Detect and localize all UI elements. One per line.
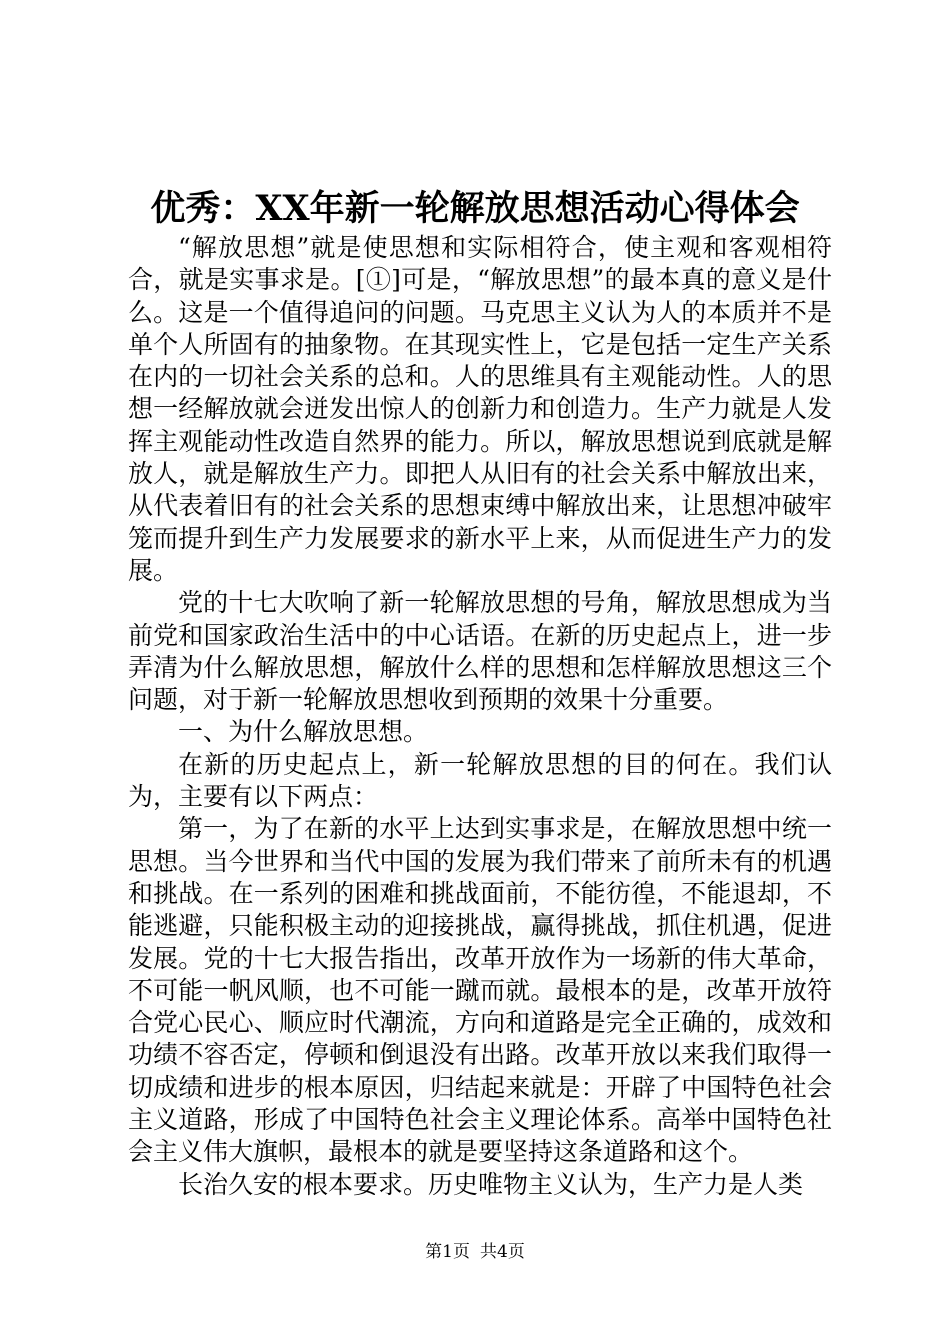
paragraph: 党的十七大吹响了新一轮解放思想的号角，解放思想成为当前党和国家政治生活中的中心话语。在新的历史起点上，进一步弄清为什么解放思想，解放什么样的思想和怎样解放思想这三个问题，对于新一轮解放思想收到预期的效果十分重要。 — [128, 588, 832, 715]
page-footer — [0, 1240, 950, 1264]
page-total: 共4页 — [480, 1242, 525, 1262]
paragraph: “解放思想”就是使思想和实际相符合，使主观和客观相符合，就是实事求是。[①]可是，“解放思想”的最本真的意义是什么。这是一个值得追问的问题。马克思主义认为人的本质并不是单个人所固有的抽象物。在其现实性上，它是包括一定生产关系在内的一切社会关系的总和。人的思维具有主观能动性。人的思想一经解放就会迸发出惊人的创新力和创造力。生产力就是人发挥主观能动性改造自然界的能力。所以，解放思想说到底就是解放人，就是解放生产力。即把人从旧有的社会关系中解放出来，从代表着旧有的社会关系的思想束缚中解放出来，让思想冲破牢笼而提升到生产力发展要求的新水平上来，从而促进生产力的发展。 — [128, 233, 832, 585]
paragraph: 第一，为了在新的水平上达到实事求是，在解放思想中统一思想。当今世界和当代中国的发展为我们带来了前所未有的机遇和挑战。在一系列的困难和挑战面前，不能彷徨，不能退却，不能逃避，只能积极主动的迎接挑战，赢得挑战，抓住机遇，促进发展。党的十七大报告指出，改革开放作为一场新的伟大革命，不可能一帆风顺，也不可能一蹴而就。最根本的是，改革开放符合党心民心、顺应时代潮流，方向和道路是完全正确的，成效和功绩不容否定，停顿和倒退没有出路。改革开放以来我们取得一切成绩和进步的根本原因，归结起来就是：开辟了中国特色社会主义道路，形成了中国特色社会主义理论体系。高举中国特色社会主义伟大旗帜，最根本的就是要坚持这条道路和这个。 — [128, 814, 832, 1167]
document-title: 优秀：XX年新一轮解放思想活动心得体会 — [150, 188, 800, 229]
page-number: 第1页 — [425, 1242, 470, 1262]
section-heading: 一、为什么解放思想。 — [178, 717, 429, 747]
paragraph: 在新的历史起点上，新一轮解放思想的目的何在。我们认为，主要有以下两点： — [128, 749, 832, 812]
document-body — [128, 232, 832, 1201]
paragraph: 长治久安的根本要求。历史唯物主义认为，生产力是人类 — [178, 1169, 804, 1199]
